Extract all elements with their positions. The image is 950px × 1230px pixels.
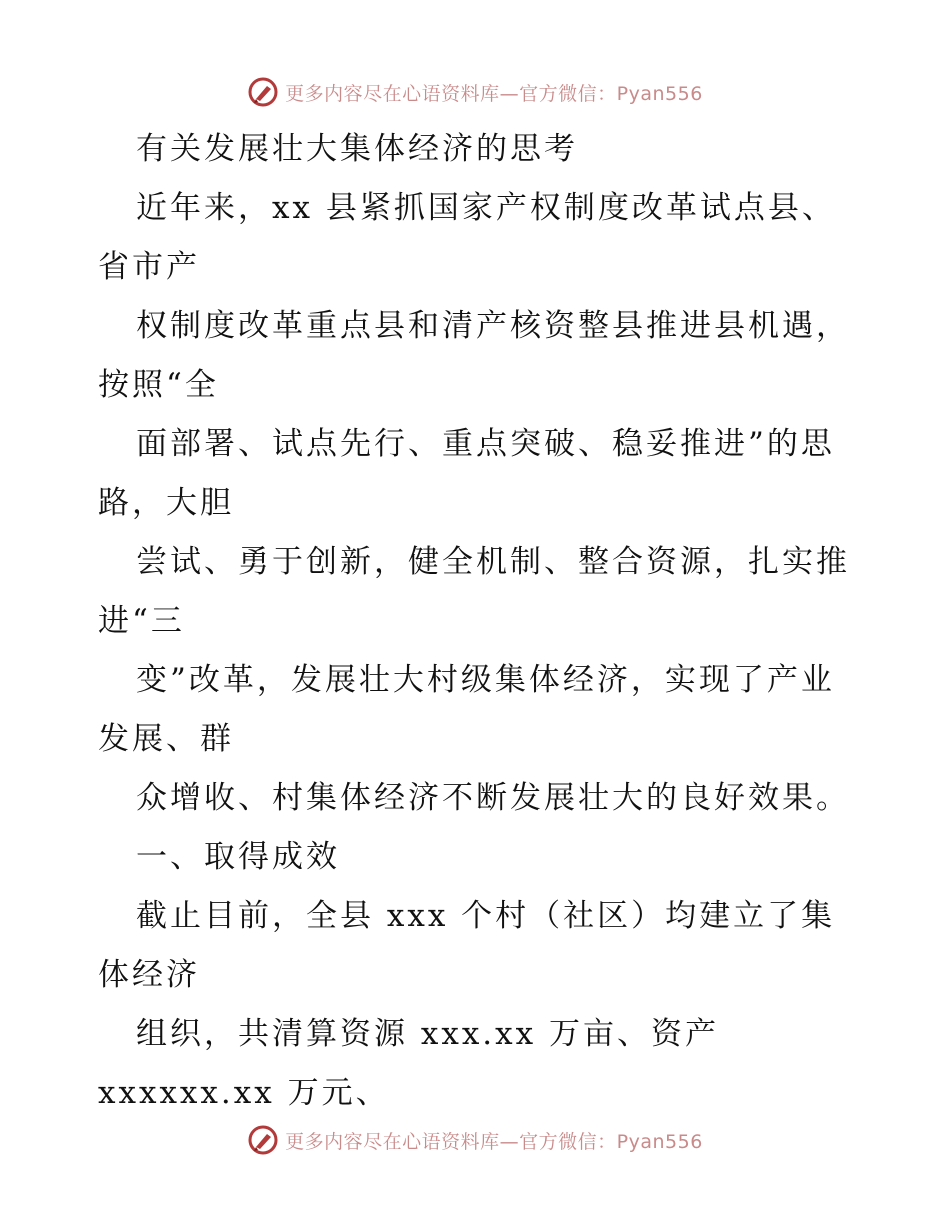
text-line: 按照“全 [98,367,219,403]
text-line: 省市产 [98,249,200,285]
document-body [98,120,858,1123]
text-line: 路，大胆 [98,485,234,521]
text-line: 尝试、勇于创新，健全机制、整合资源，扎实推 [136,544,850,580]
text-line: 权制度改革重点县和清产核资整县推进县机遇， [136,308,850,344]
text-line: 体经济 [98,957,200,993]
header-watermark [0,72,950,112]
watermark-text: 更多内容尽在心语资料库—官方微信：Pyan556 [285,82,703,105]
text-line: 有关发展壮大集体经济的思考 [136,131,578,167]
text-line: 面部署、试点先行、重点突破、稳妥推进”的思 [136,426,835,462]
text-line: 一、取得成效 [136,839,340,875]
footer-watermark [0,1120,950,1160]
text-line: xxxxxx.xx 万元、 [98,1075,390,1111]
text-line: 变”改革，发展壮大村级集体经济，实现了产业 [136,662,835,698]
pen-logo-icon [247,76,279,108]
text-line: 组织，共清算资源 xxx.xx 万亩、资产 [136,1016,719,1052]
text-line: 进“三 [98,603,185,639]
watermark-text: 更多内容尽在心语资料库—官方微信：Pyan556 [285,1130,703,1153]
text-line: 众增收、村集体经济不断发展壮大的良好效果。 [136,780,850,816]
text-line: 近年来，xx 县紧抓国家产权制度改革试点县、 [136,190,836,226]
text-line: 截止目前，全县 xxx 个村（社区）均建立了集 [136,898,836,934]
pen-logo-icon [247,1124,279,1156]
text-line: 发展、群 [98,721,234,757]
